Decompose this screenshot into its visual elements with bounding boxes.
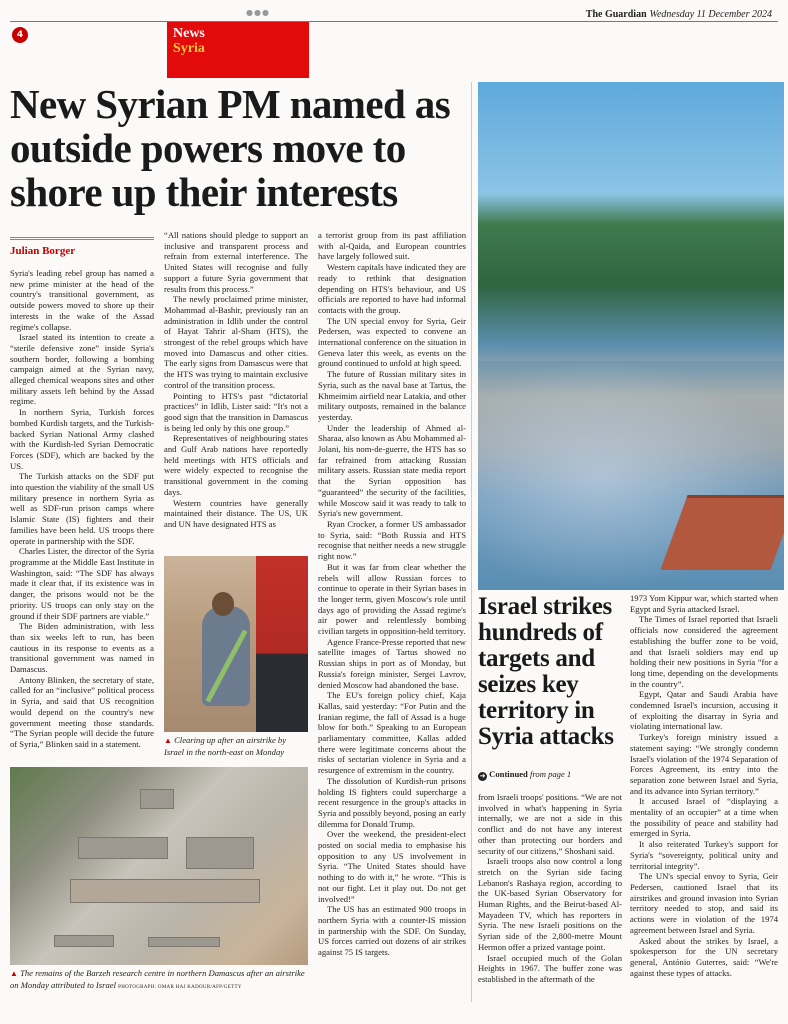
main-story-column-2 [164, 230, 308, 530]
masthead [586, 9, 772, 20]
paragraph: Agence France-Presse reported that new satellite images of Tartus showed no Russian ships in port as of Monday, but Russia's foreign minister, Sergei Lavrov, denied Moscow had abandoned the base. [318, 636, 466, 690]
paragraph: The newly proclaimed prime minister, Mohammad al-Bashir, previously ran an administration in Idlib under the control of Hayat Tahrir al-Sham (HTS), the strongest of the rebel groups which have moved into Damascus and other cities. The early signs from Damascus were that the HTS was trying to maintain exclusive control of the transition process. [164, 294, 308, 390]
byline: Julian Borger [10, 245, 76, 257]
photo-building [54, 935, 114, 947]
paragraph: The Turkish attacks on the SDF put into question the viability of the small US military presence in northern Syria as well as SDF-run prison camps where Islamic State (IS) fighters and their families have been held. US troops there operate in partnership with the SDF. [10, 471, 154, 546]
small-photo-caption-text: Clearing up after an airstrike by Israel in the north-east on Monday [164, 735, 287, 757]
page-number-badge: 4 [12, 27, 28, 43]
paragraph: Under the leadership of Ahmed al-Sharaa, also known as Abu Mohammed al-Jolani, his nom-de-guerre, the HTS has so far refrained from attacking Russian military assets. Russian state media report that the Syrian opposition has “guaranteed” the security of the facilities, while Moscow said it was ready to talk to Syria's new government. [318, 422, 466, 519]
bottom-photo-caption [10, 968, 310, 993]
kicker-topic: Syria [173, 41, 205, 56]
photo-building [70, 879, 260, 903]
second-story-column-2 [630, 593, 778, 978]
bottom-photo-caption-text: The remains of the Barzeh research centre in northern Damascus after an airstrike on Monday attributed to Israel [10, 968, 305, 990]
paragraph: The dissolution of Kurdish-run prisons holding IS fighters could supercharge a recent resurgence in the group's attacks in Syria and possibly beyond, posing an early dilemma for Donald Trump. [318, 775, 466, 829]
photo-building [140, 789, 174, 809]
second-story-column-1 [478, 792, 622, 985]
photo-building [78, 837, 168, 859]
paragraph: The future of Russian military sites in Syria, such as the naval base at Tartus, the Khmeimim airfield near Latakia, and other military outposts, remained in the balance yesterday. [318, 369, 466, 422]
paragraph: The US has an estimated 900 troops in northern Syria with a counter-IS mission in partnership with the SDF. On Sunday, US forces carried out dozens of air strikes against 75 IS targets. [318, 904, 466, 958]
caption-triangle-icon: ▲ [10, 969, 18, 978]
small-photo-caption [164, 735, 308, 757]
paragraph: Israel occupied much of the Golan Heights in 1967. The buffer zone was established in the aftermath of the [478, 952, 622, 984]
paragraph: a terrorist group from its past affiliation with al-Qaida, and European countries have largely followed suit. [318, 230, 466, 262]
paragraph: It also reiterated Turkey's support for Syria's “sovereignty, political unity and territorial integrity”. [630, 839, 778, 871]
paragraph: But it was far from clear whether the rebels will allow Russian forces to continue to operate in their Syrian bases in the longer term, given Moscow's role until days ago of providing the Assad regime's air power and relentlessly bombing civilian targets in opposition-held territory. [318, 561, 466, 637]
section-kicker [167, 22, 309, 78]
paragraph: Pointing to HTS's past “dictatorial practices” in Idlib, Lister said: “It's not a good sign that the transition in Damascus is being led only by this one group.” [164, 390, 308, 433]
paragraph: Antony Blinken, the secretary of state, called for an “inclusive” political process in Syria, and said that US recognition would depend on the country's new government meeting those standards. “The Syrian people will decide the future of Syria,” Blinken said in a statement. [10, 674, 154, 749]
paragraph: Syria's leading rebel group has named a new prime minister at the head of the country's transitional government, as outside powers moved to shore up their interests in the wake of the Assad regime's collapse. [10, 268, 154, 332]
paragraph: Israel stated its intention to create a “sterile defensive zone” inside Syria's southern border, following a bombing campaign aimed at the Syrian navy, alleged chemical weapons sites and other military assets left behind by the Assad regime. [10, 332, 154, 407]
column-divider [471, 82, 472, 1002]
page-top-dots: ●●● [246, 8, 270, 17]
masthead-date: Wednesday 11 December 2024 [649, 9, 772, 20]
photo-figure-red-jacket [256, 556, 308, 732]
paragraph: Ryan Crocker, a former US ambassador to Syria, said: “Both Russia and HTS recognise that neither needs a new struggle right now.” [318, 518, 466, 562]
paragraph: The EU's foreign policy chief, Kaja Kallas, said yesterday: “For Putin and the Iranian regime, the fall of Assad is a huge blow for both.” Speaking to an European parliamentary committee, Kallas added there were legitimate concerns about the risks of sectarian violence in Syria and a resurgence of extremism in the country. [318, 690, 466, 776]
paragraph: Western countries have generally maintained their distance. The US, UK and UN have designated HTS as [164, 497, 308, 529]
paragraph: “All nations should pledge to support an inclusive and transparent process and refrain from external interference. The United States will recognise and fully support a future Syria government that results from this process.” [164, 230, 308, 294]
paragraph: The Biden administration, with less than six weeks left to run, has been cautious in its response to events as a transitional government was named in Damascus. [10, 621, 154, 675]
paragraph: In northern Syria, Turkish forces bombed Kurdish targets, and the Turkish-backed Syrian National Army clashed with the Kurdish-led Syrian Democratic Forces (SDF), which are backed by the US. [10, 407, 154, 471]
paragraph: The UN special envoy for Syria, Geir Pedersen, was expected to convene an international conference on the situation in Geneva later this week, as events on the ground continued to unfold at high speed. [318, 315, 466, 369]
paragraph: Western capitals have indicated they are ready to rethink that designation depending on HTS's behaviour, and US officials are reported to have had informal contacts with the group. [318, 262, 466, 315]
byline-rule [10, 237, 154, 241]
paragraph: The Times of Israel reported that Israeli officials now considered the agreement establishing the buffer zone to be void, and that Israeli soldiers may end up holding their new positions in Syria “for a long time, depending on the developments in the country”. [630, 614, 778, 689]
caption-triangle-icon: ▲ [164, 736, 172, 745]
second-headline: Israel strikes hundreds of targets and seizes key territory in Syria attacks [478, 593, 614, 750]
continued-label: Continued [489, 769, 528, 779]
main-headline: New Syrian PM named as outside powers move to shore up their interests [10, 81, 451, 215]
photo-barzeh-research-centre [10, 767, 308, 965]
main-story-column-3 [318, 230, 466, 958]
continued-from-label [478, 769, 571, 781]
photo-tartus-harbour-smoke [478, 82, 784, 590]
photo-credit: PHOTOGRAPH: OMAR HAJ KADOUR/AFP/GETTY [118, 984, 242, 990]
paragraph: Israeli troops also now control a long stretch on the Syrian side facing Lebanon's Rashaya region, according to the UK-based Syrian Observatory for Human Rights, and the Beirut-based Al-Mayadeen TV, which has reporters in Syria. The new Israeli positions on the Syrian side of the 2,800-metre Mount Hermon offer a prized vantage point. [478, 856, 622, 952]
top-rule [10, 21, 778, 22]
paragraph: Asked about the strikes by Israel, a spokesperson for the UN secretary general, António Guterres, said: “We're against these types of attacks. [630, 935, 778, 978]
continued-arrow-icon: ➜ [479, 772, 486, 780]
photo-airstrike-cleanup [164, 556, 308, 732]
photo-building [148, 937, 220, 947]
paragraph: Turkey's foreign ministry issued a statement saying: “We strongly condemn Israel's violation of the 1974 Separation of Forces Agreement, its entry into the separation zone between Israel and Syria, and its advance into Syrian territory.” [630, 732, 778, 796]
paragraph: Over the weekend, the president-elect posted on social media to emphasise his opposition to any US involvement in Syria. “The United States should have nothing to do with it,” he wrote. “This is not our fight. Let it play out. Do not get involved!” [318, 829, 466, 904]
masthead-brand: The Guardian [585, 9, 647, 20]
paragraph: 1973 Yom Kippur war, which started when Egypt and Syria attacked Israel. [630, 593, 778, 614]
main-story-column-1 [10, 268, 154, 750]
paragraph: The UN's special envoy to Syria, Geir Pedersen, cautioned Israel that its airstrikes and ground invasion into Syrian territory needed to stop, and said its actions were in violation of the 1974 agreement between Israel and Syria. [630, 871, 778, 935]
paragraph: from Israeli troops' positions. “We are not involved in what's happening in Syria internally, we are not a side in this conflict and do not have any interest other than protecting our borders and security of our citizens,” Shoshani said. [478, 792, 622, 856]
kicker-section: News [173, 26, 205, 41]
paragraph: Representatives of neighbouring states and Gulf Arab nations have reportedly held meetings with HTS officials and were widely expected to recognise the transitional government in the coming days. [164, 433, 308, 497]
photo-figure-head [212, 592, 234, 616]
paragraph: Egypt, Qatar and Saudi Arabia have condemned Israel's incursion, accusing it of exploiting the disarray in Syria and violating international law. [630, 689, 778, 732]
paragraph: Charles Lister, the director of the Syria programme at the Middle East Institute in Washington, said: “The SDF has always made it clear that, if its existence was in danger, the prisons would not be the priority. US troops can only stay on the ground if their SDF partners are viable.” [10, 546, 154, 621]
continued-from-page: from page 1 [530, 769, 572, 779]
photo-building [186, 837, 254, 869]
paragraph: It accused Israel of “displaying a mentality of an occupier” at a time when the possibility of peace and stability had emerged in Syria. [630, 796, 778, 839]
